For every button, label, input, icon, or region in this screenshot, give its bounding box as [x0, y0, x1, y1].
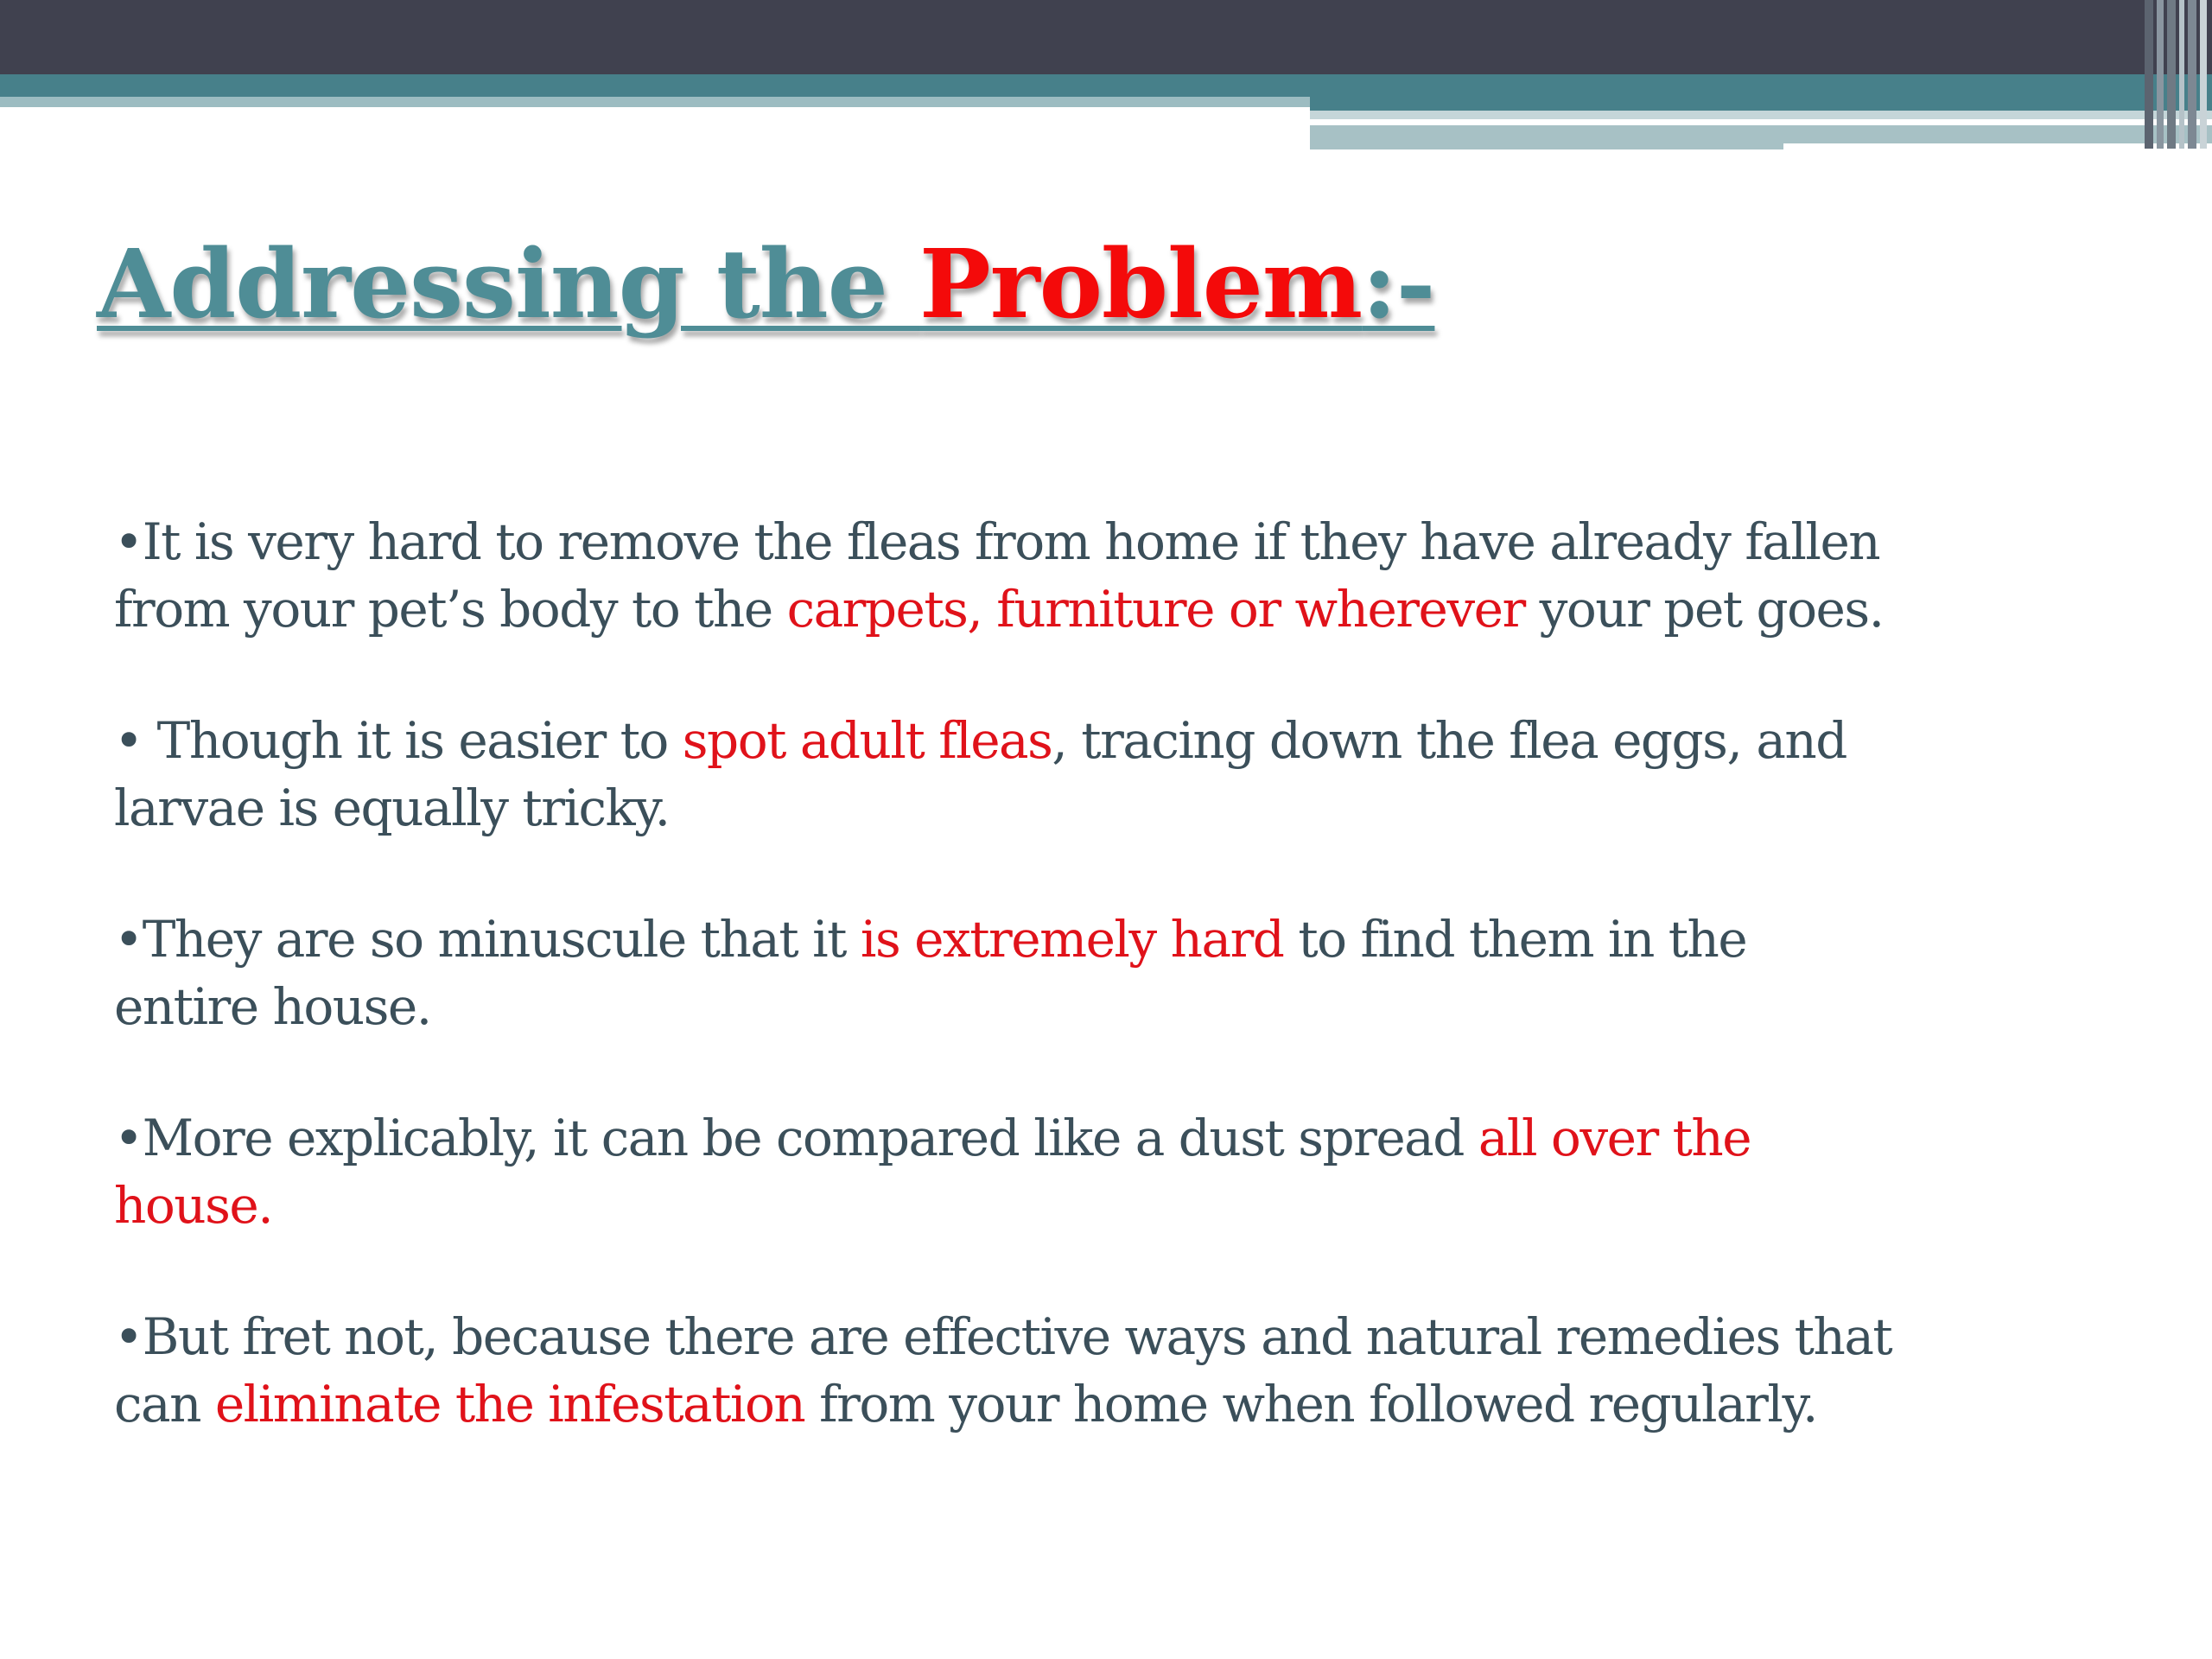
edge-strip	[2188, 0, 2196, 149]
bullet-paragraph-3	[114, 906, 2050, 1040]
title-text-part2: :-	[1362, 228, 1435, 340]
edge-strip	[2167, 0, 2176, 149]
header-banner-white-line	[1310, 119, 2049, 125]
slide-body	[114, 508, 2050, 1502]
paragraph-text: •It is very hard to remove the fleas from home if they have already fallen	[114, 512, 1880, 571]
title-text-part1: Addressing the	[97, 228, 920, 340]
paragraph-text: •But fret not, because there are effective ways and natural remedies that	[114, 1307, 1892, 1366]
paragraph-text: from your home when followed regularly.	[804, 1375, 1817, 1433]
paragraph-text: •They are so minuscule that it	[114, 910, 861, 969]
highlighted-text: all over the	[1478, 1109, 1751, 1167]
highlighted-text: is extremely hard	[860, 910, 1284, 969]
bullet-paragraph-1	[114, 508, 2050, 643]
header-banner-teal-light	[0, 97, 1310, 107]
paragraph-text: your pet goes.	[1524, 580, 1884, 639]
paragraph-text: , tracing down the flea eggs, and	[1052, 711, 1847, 770]
paragraph-text: •More explicably, it can be compared like a dust spread	[114, 1109, 1478, 1167]
edge-strip	[2179, 0, 2184, 149]
paragraph-text: larvae is equally tricky.	[114, 779, 670, 837]
bullet-paragraph-4	[114, 1104, 2050, 1239]
header-banner-teal-step	[1310, 97, 2212, 111]
slide-title	[97, 228, 1435, 340]
edge-strip	[2145, 0, 2153, 149]
paragraph-text: to find them in the	[1283, 910, 1747, 969]
highlighted-text: house.	[114, 1176, 273, 1235]
paragraph-text: • Though it is easier to	[114, 711, 683, 770]
paragraph-text: from your pet’s body to the	[114, 580, 787, 639]
highlighted-text: carpets, furniture or wherever	[786, 580, 1525, 639]
paragraph-text: entire house.	[114, 977, 431, 1036]
highlighted-text: spot adult fleas	[682, 711, 1052, 770]
header-banner-light-bar	[1310, 111, 2212, 119]
bullet-paragraph-2	[114, 707, 2050, 842]
title-highlight: Problem	[919, 228, 1363, 340]
edge-strip	[2200, 0, 2207, 149]
bullet-paragraph-5	[114, 1303, 2050, 1438]
header-banner-dark	[0, 0, 2212, 74]
highlighted-text: eliminate the infestation	[214, 1375, 805, 1433]
header-banner-teal	[0, 74, 2212, 97]
edge-strip	[2157, 0, 2164, 149]
paragraph-text: can	[114, 1375, 215, 1433]
